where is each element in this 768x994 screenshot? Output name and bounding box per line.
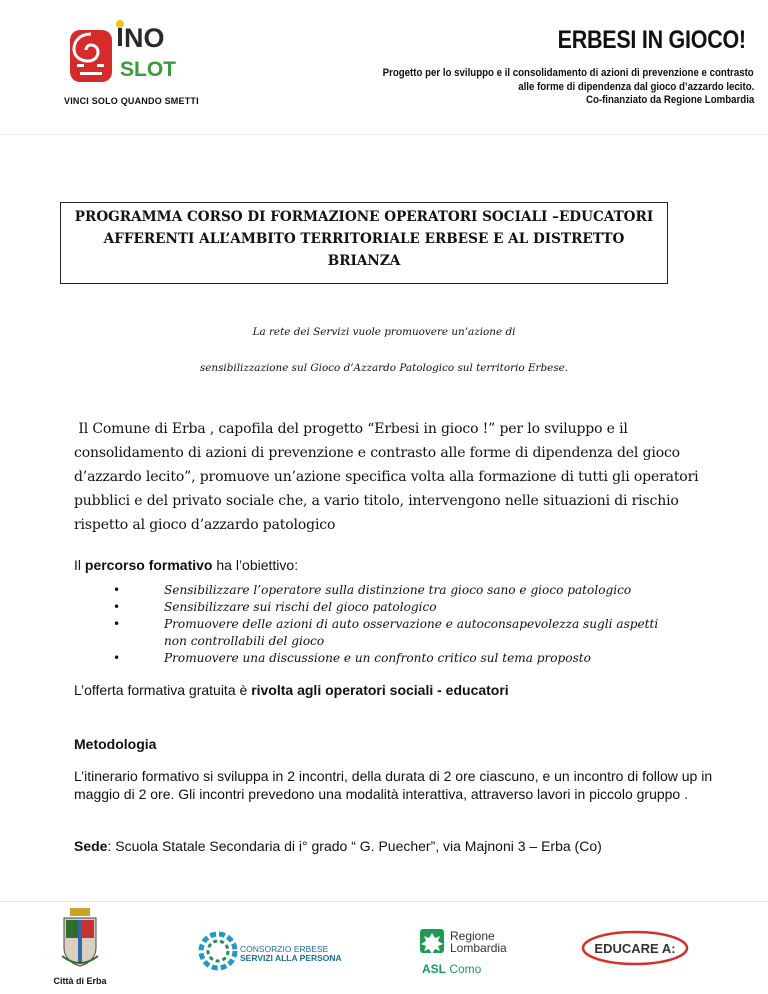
- title-line2: AFFERENTI ALL’AMBITO TERRITORIALE ERBESE E AL DISTRETTO: [103, 231, 625, 247]
- intro-line1: La rete dei Servizi vuole promuovere un’azione di: [252, 326, 516, 338]
- offer-text: L’offerta formativa gratuita è rivolta agli operatori sociali - educatori: [74, 682, 509, 698]
- venue-text: Sede: Scuola Statale Secondaria di i° grado “ G. Puecher”, via Majnoni 3 – Erba (Co): [74, 838, 602, 854]
- list-item: • Promuovere una discussione e un confronto critico sul tema proposto: [104, 650, 664, 667]
- offer-bold: rivolta agli operatori sociali - educatori: [251, 682, 509, 698]
- list-item: • Promuovere delle azioni di auto osservazione e autoconsapevolezza sugli aspetti non controllabili del gioco: [104, 616, 664, 650]
- methodology-text: L’itinerario formativo si sviluppa in 2 incontri, della durata di 2 ore ciascuno, e un incontro di follow up in maggio di 2 ore. Gli incontri prevedono una modalità interattiva, attraverso lavori in piccolo gruppo .: [74, 768, 713, 802]
- main-paragraph: Il Comune di Erba , capofila del progetto “Erbesi in gioco !” per lo sviluppo e il consolidamento di azioni di prevenzione e contrasto alle forme di dipendenza del gioco d’azzardo lecito”, promuove un’azione specifica volta alla formazione di tutti gli operatori pubblici e del privato sociale che, a vario titolo, intervengono nelle situazioni di rischio rispetto al gioco d’azzardo patologico: [74, 421, 699, 533]
- title-line1: PROGRAMMA CORSO DI FORMAZIONE OPERATORI SOCIALI –EDUCATORI: [74, 209, 654, 225]
- regione-lombardia-icon: [420, 929, 444, 954]
- svg-text:Lombardia: Lombardia: [450, 941, 507, 955]
- objective-bold: percorso formativo: [84, 557, 213, 573]
- project-subtitle-line3: Co-finanziato da Regione Lombardia: [585, 94, 754, 106]
- consorzio-ring-icon: [201, 934, 235, 968]
- regione-lombardia-asl-logo: [418, 927, 528, 979]
- logo-caption: VINCI SOLO QUANDO SMETTI: [64, 96, 199, 106]
- document-title-box: [60, 202, 668, 284]
- consorzio-erbese-logo: [196, 928, 346, 974]
- svg-text:SERVIZI ALLA PERSONA: SERVIZI ALLA PERSONA: [240, 953, 342, 963]
- list-item: • Sensibilizzare l’operatore sulla distinzione tra gioco sano e gioco patologico: [104, 582, 664, 599]
- intro-line2: sensibilizzazione sul Gioco d’Azzardo Patologico sul territorio Erbese.: [199, 362, 569, 374]
- citta-di-erba-logo: [53, 906, 107, 988]
- project-subtitle-line1: Progetto per lo sviluppo e il consolidamento di azioni di prevenzione e contrasto: [382, 67, 754, 79]
- svg-text:EDUCARE A:: EDUCARE A:: [594, 941, 676, 956]
- methodology-heading: Metodologia: [74, 736, 157, 752]
- svg-text:Città di Erba: Città di Erba: [53, 976, 107, 986]
- project-title: ERBESI IN GIOCO!: [557, 26, 746, 54]
- title-line3: BRIANZA: [327, 253, 401, 269]
- svg-text:Regione: Regione: [450, 929, 495, 943]
- spiral-face-icon: [70, 30, 112, 82]
- svg-text:NO: NO: [124, 23, 165, 53]
- objective-heading: Il percorso formativo ha l’obiettivo:: [74, 557, 299, 573]
- educare-a-logo: [580, 928, 690, 968]
- header-divider: [0, 134, 768, 135]
- project-subtitle-line2: alle forme di dipendenza dal gioco d’azzardo lecito.: [517, 81, 754, 93]
- svg-text:SLOT: SLOT: [120, 58, 176, 81]
- svg-text:CONSORZIO ERBESE: CONSORZIO ERBESE: [240, 944, 329, 954]
- objective-list: [104, 582, 664, 667]
- coat-of-arms-icon: [62, 908, 98, 966]
- venue-label: Sede: [74, 838, 108, 854]
- svg-text:ASL Como: ASL Como: [422, 962, 482, 976]
- list-item: • Sensibilizzare sui rischi del gioco patologico: [104, 599, 664, 616]
- noslot-logo: [60, 18, 200, 88]
- footer-divider: [0, 901, 768, 902]
